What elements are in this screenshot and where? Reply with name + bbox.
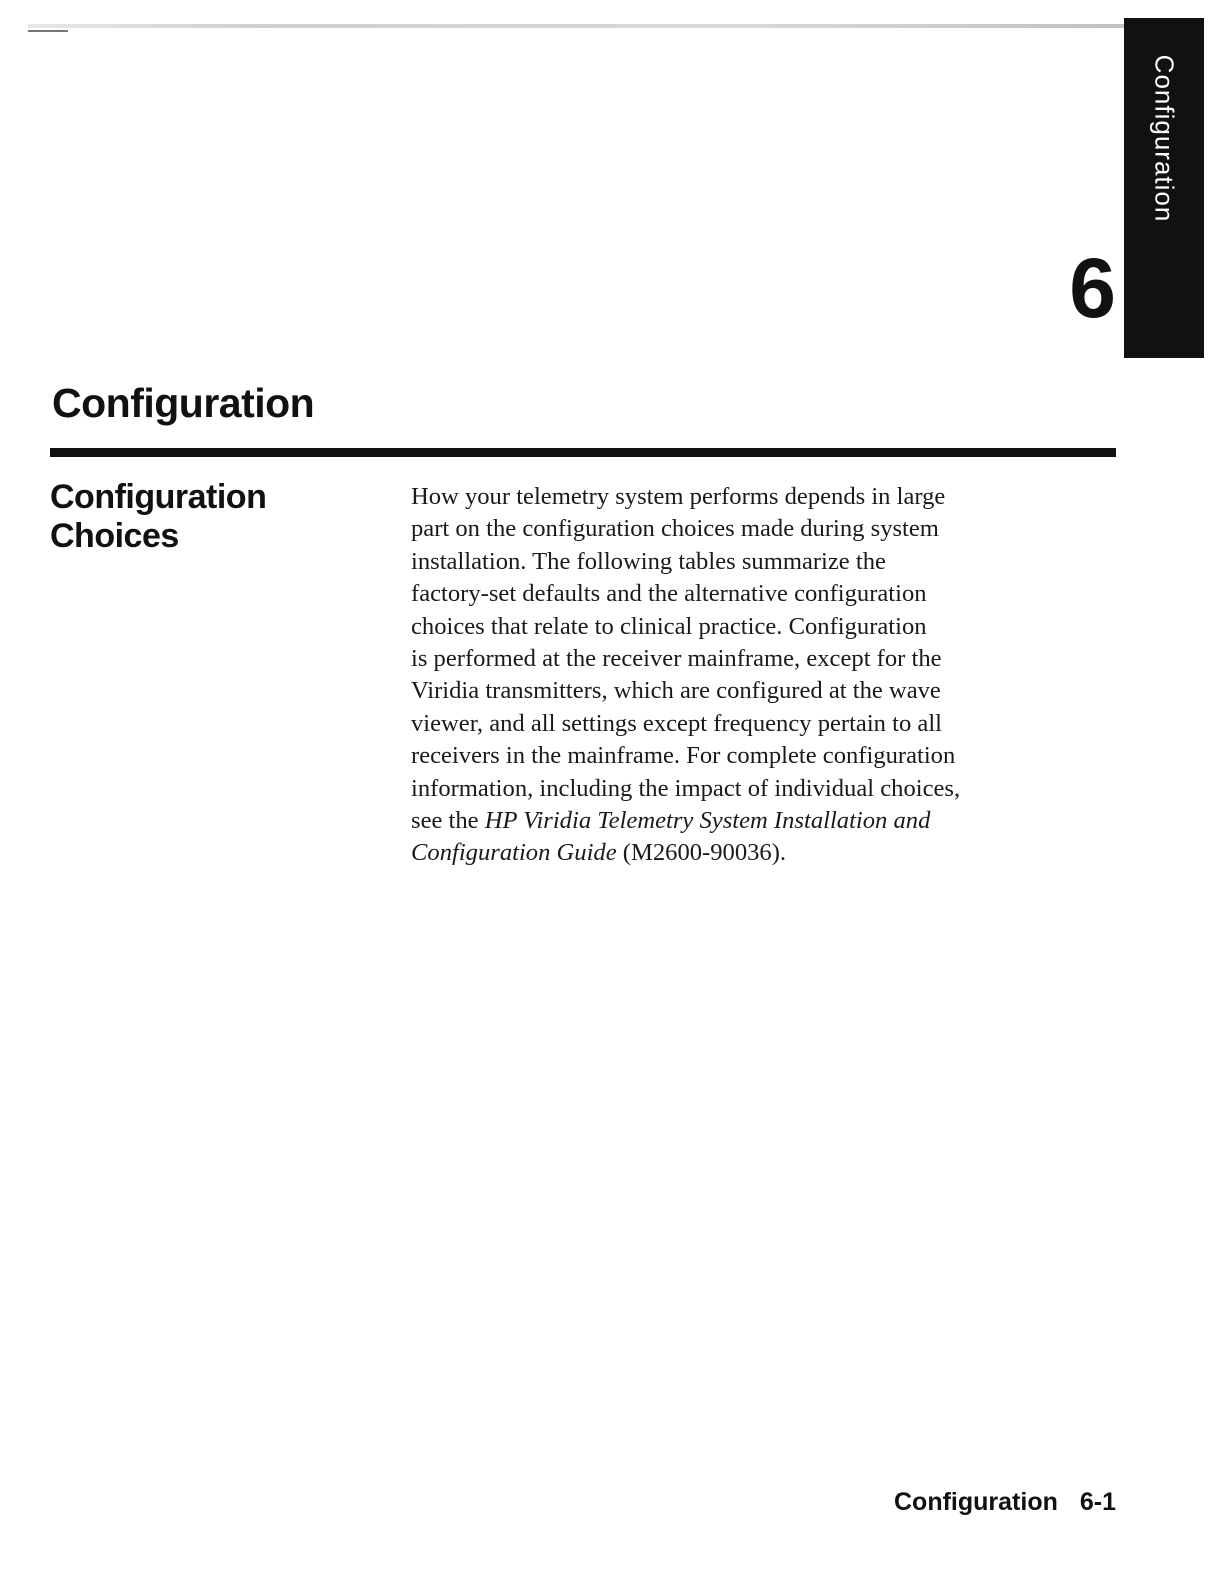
chapter-number: 6 — [1069, 241, 1116, 335]
page-top-scan-line — [28, 24, 1200, 28]
page-top-scan-mark — [28, 30, 68, 32]
footer-page-number: 6-1 — [1079, 1488, 1116, 1516]
guide-title-part-1: HP Viridia Telemetry System Installation and — [484, 807, 931, 835]
chapter-thumb-tab-label-wrap — [1124, 18, 1204, 358]
body-line: receivers in the mainframe. For complete configuration — [411, 742, 956, 770]
body-line: installation. The following tables summarize the — [411, 547, 886, 575]
body-line-reference-end — [411, 837, 1101, 869]
body-paragraph — [411, 481, 1101, 870]
footer-section-name: Configuration — [894, 1488, 1058, 1516]
body-line: part on the configuration choices made during system — [411, 515, 939, 543]
see-prefix: see the — [411, 807, 479, 835]
body-line: Viridia transmitters, which are configured at the wave — [411, 677, 941, 705]
chapter-title-rule — [50, 448, 1116, 457]
body-line: information, including the impact of individual choices, — [411, 774, 961, 802]
guide-part-number: (M2600-90036). — [622, 839, 787, 867]
section-heading-line-2: Choices — [50, 517, 179, 555]
body-line-reference — [411, 805, 1101, 837]
section-heading-line-1: Configuration — [50, 478, 267, 516]
chapter-title: Configuration — [52, 380, 315, 426]
section-heading — [50, 478, 380, 556]
chapter-thumb-tab-label: Configuration — [1149, 54, 1180, 222]
body-line: viewer, and all settings except frequency pertain to all — [411, 709, 942, 737]
body-line: How your telemetry system performs depends in large — [411, 483, 946, 510]
body-line: factory-set defaults and the alternative configuration — [411, 580, 927, 608]
body-line: is performed at the receiver mainframe, except for the — [411, 645, 942, 673]
body-line: choices that relate to clinical practice. Configuration — [411, 612, 927, 640]
guide-title-part-2: Configuration Guide — [411, 839, 617, 867]
page-footer — [894, 1488, 1116, 1517]
